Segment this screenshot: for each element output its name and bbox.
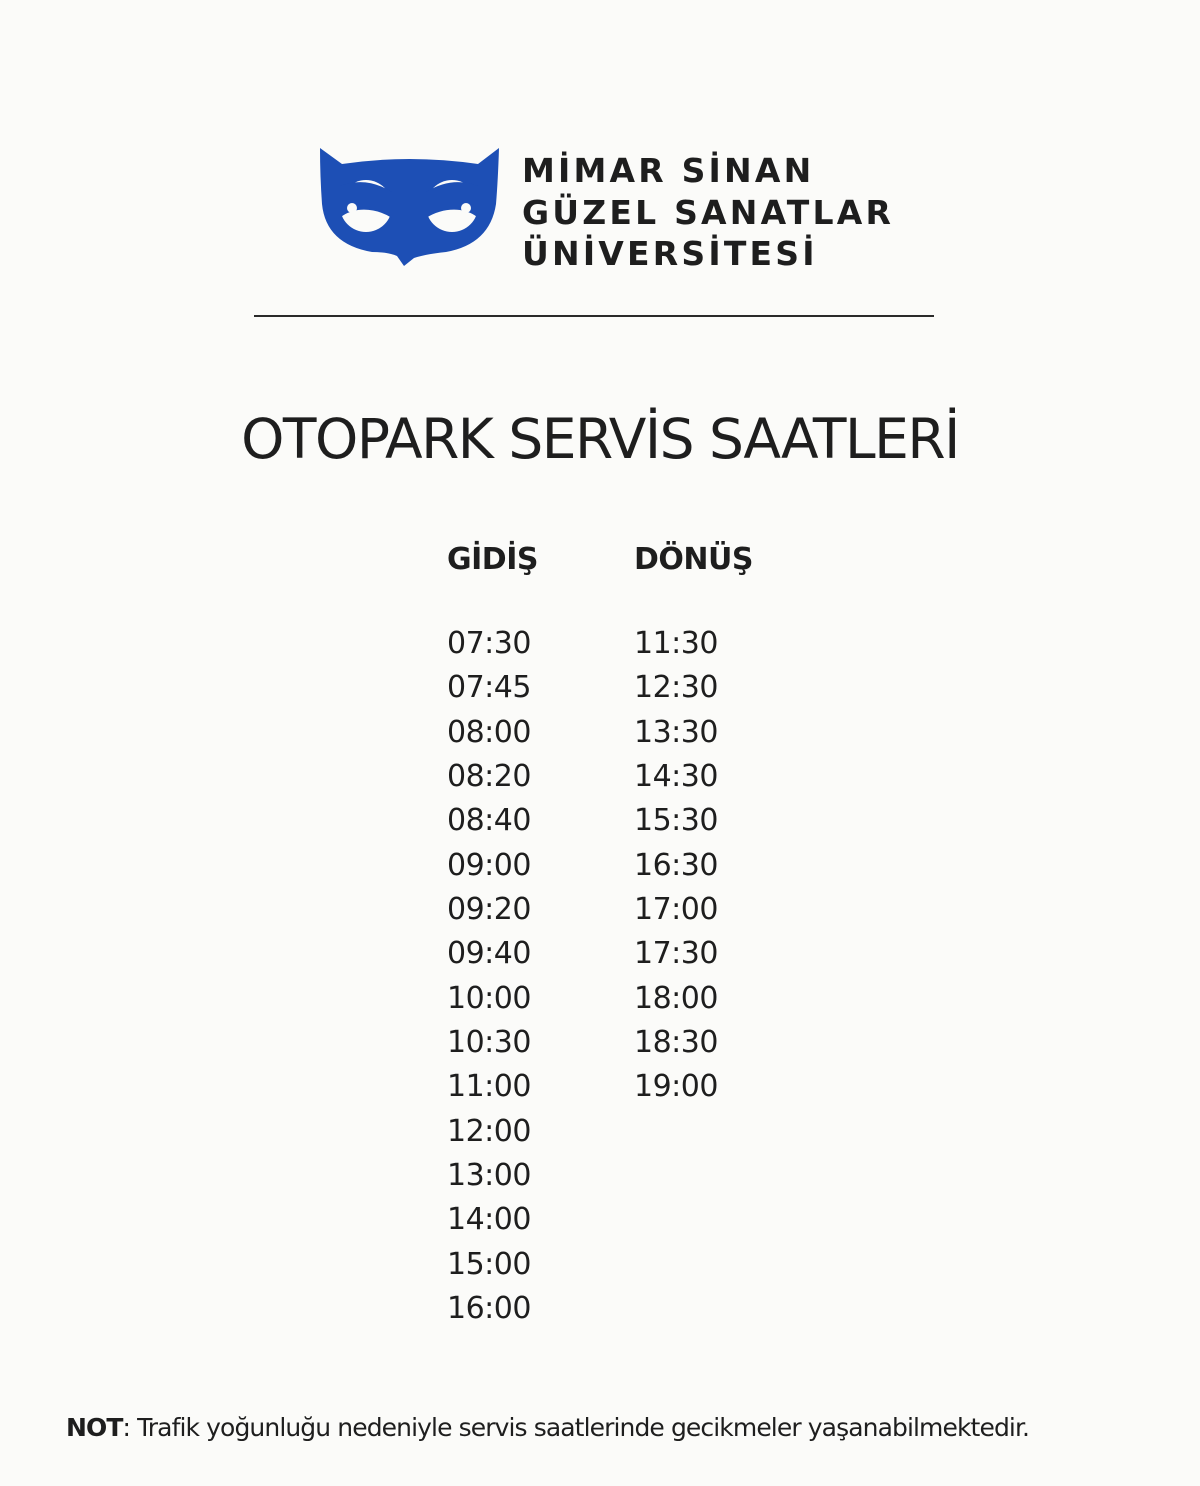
- departure-time: 07:30: [447, 626, 531, 661]
- university-name-line-1: MİMAR SİNAN: [522, 151, 815, 190]
- departure-time: 14:00: [447, 1202, 531, 1238]
- header-divider: [254, 315, 934, 317]
- return-time: 16:30: [634, 847, 718, 883]
- departure-times-list: [447, 622, 647, 1331]
- departure-time: 09:00: [447, 847, 531, 883]
- return-times-list: [634, 622, 834, 1110]
- departure-time: 11:00: [447, 1069, 531, 1105]
- departure-time: 10:00: [447, 980, 531, 1016]
- return-header: DÖNÜŞ: [634, 542, 753, 577]
- departure-time: 08:20: [447, 758, 531, 794]
- university-logo: [318, 146, 895, 273]
- departure-time: 09:20: [447, 891, 531, 927]
- return-time: 14:30: [634, 758, 718, 794]
- return-time: 18:30: [634, 1024, 718, 1060]
- departure-time: 09:40: [447, 936, 531, 972]
- return-time: 15:30: [634, 803, 718, 839]
- return-time: 17:30: [634, 936, 718, 972]
- departure-column: [447, 538, 647, 1331]
- university-name-line-2: GÜZEL SANATLAR: [522, 192, 895, 232]
- return-time: 19:00: [634, 1069, 718, 1105]
- departure-time: 07:45: [447, 670, 531, 706]
- note-text: : Trafik yoğunluğu nedeniyle servis saatlerinde gecikmeler yaşanabilmektedir.: [122, 1413, 1030, 1442]
- departure-time: 13:00: [447, 1157, 531, 1193]
- departure-header: GİDİŞ: [447, 542, 538, 577]
- university-name: [522, 150, 894, 275]
- departure-time: 12:00: [447, 1113, 531, 1149]
- footer-note: [66, 1408, 1029, 1448]
- page-title: OTOPARK SERVİS SAATLERİ: [241, 406, 959, 471]
- return-column: [634, 538, 834, 1110]
- return-time: 13:30: [634, 714, 718, 750]
- departure-time: 08:40: [447, 803, 531, 839]
- return-time: 11:30: [634, 626, 718, 661]
- return-time: 17:00: [634, 891, 718, 927]
- return-time: 12:30: [634, 670, 718, 706]
- note-label: NOT: [66, 1413, 123, 1442]
- owl-icon: [318, 146, 500, 266]
- departure-time: 08:00: [447, 714, 531, 750]
- departure-time: 16:00: [447, 1290, 531, 1326]
- university-name-line-3: ÜNİVERSİTESİ: [522, 234, 818, 273]
- departure-time: 10:30: [447, 1024, 531, 1060]
- departure-time: 15:00: [447, 1246, 531, 1282]
- return-time: 18:00: [634, 980, 718, 1016]
